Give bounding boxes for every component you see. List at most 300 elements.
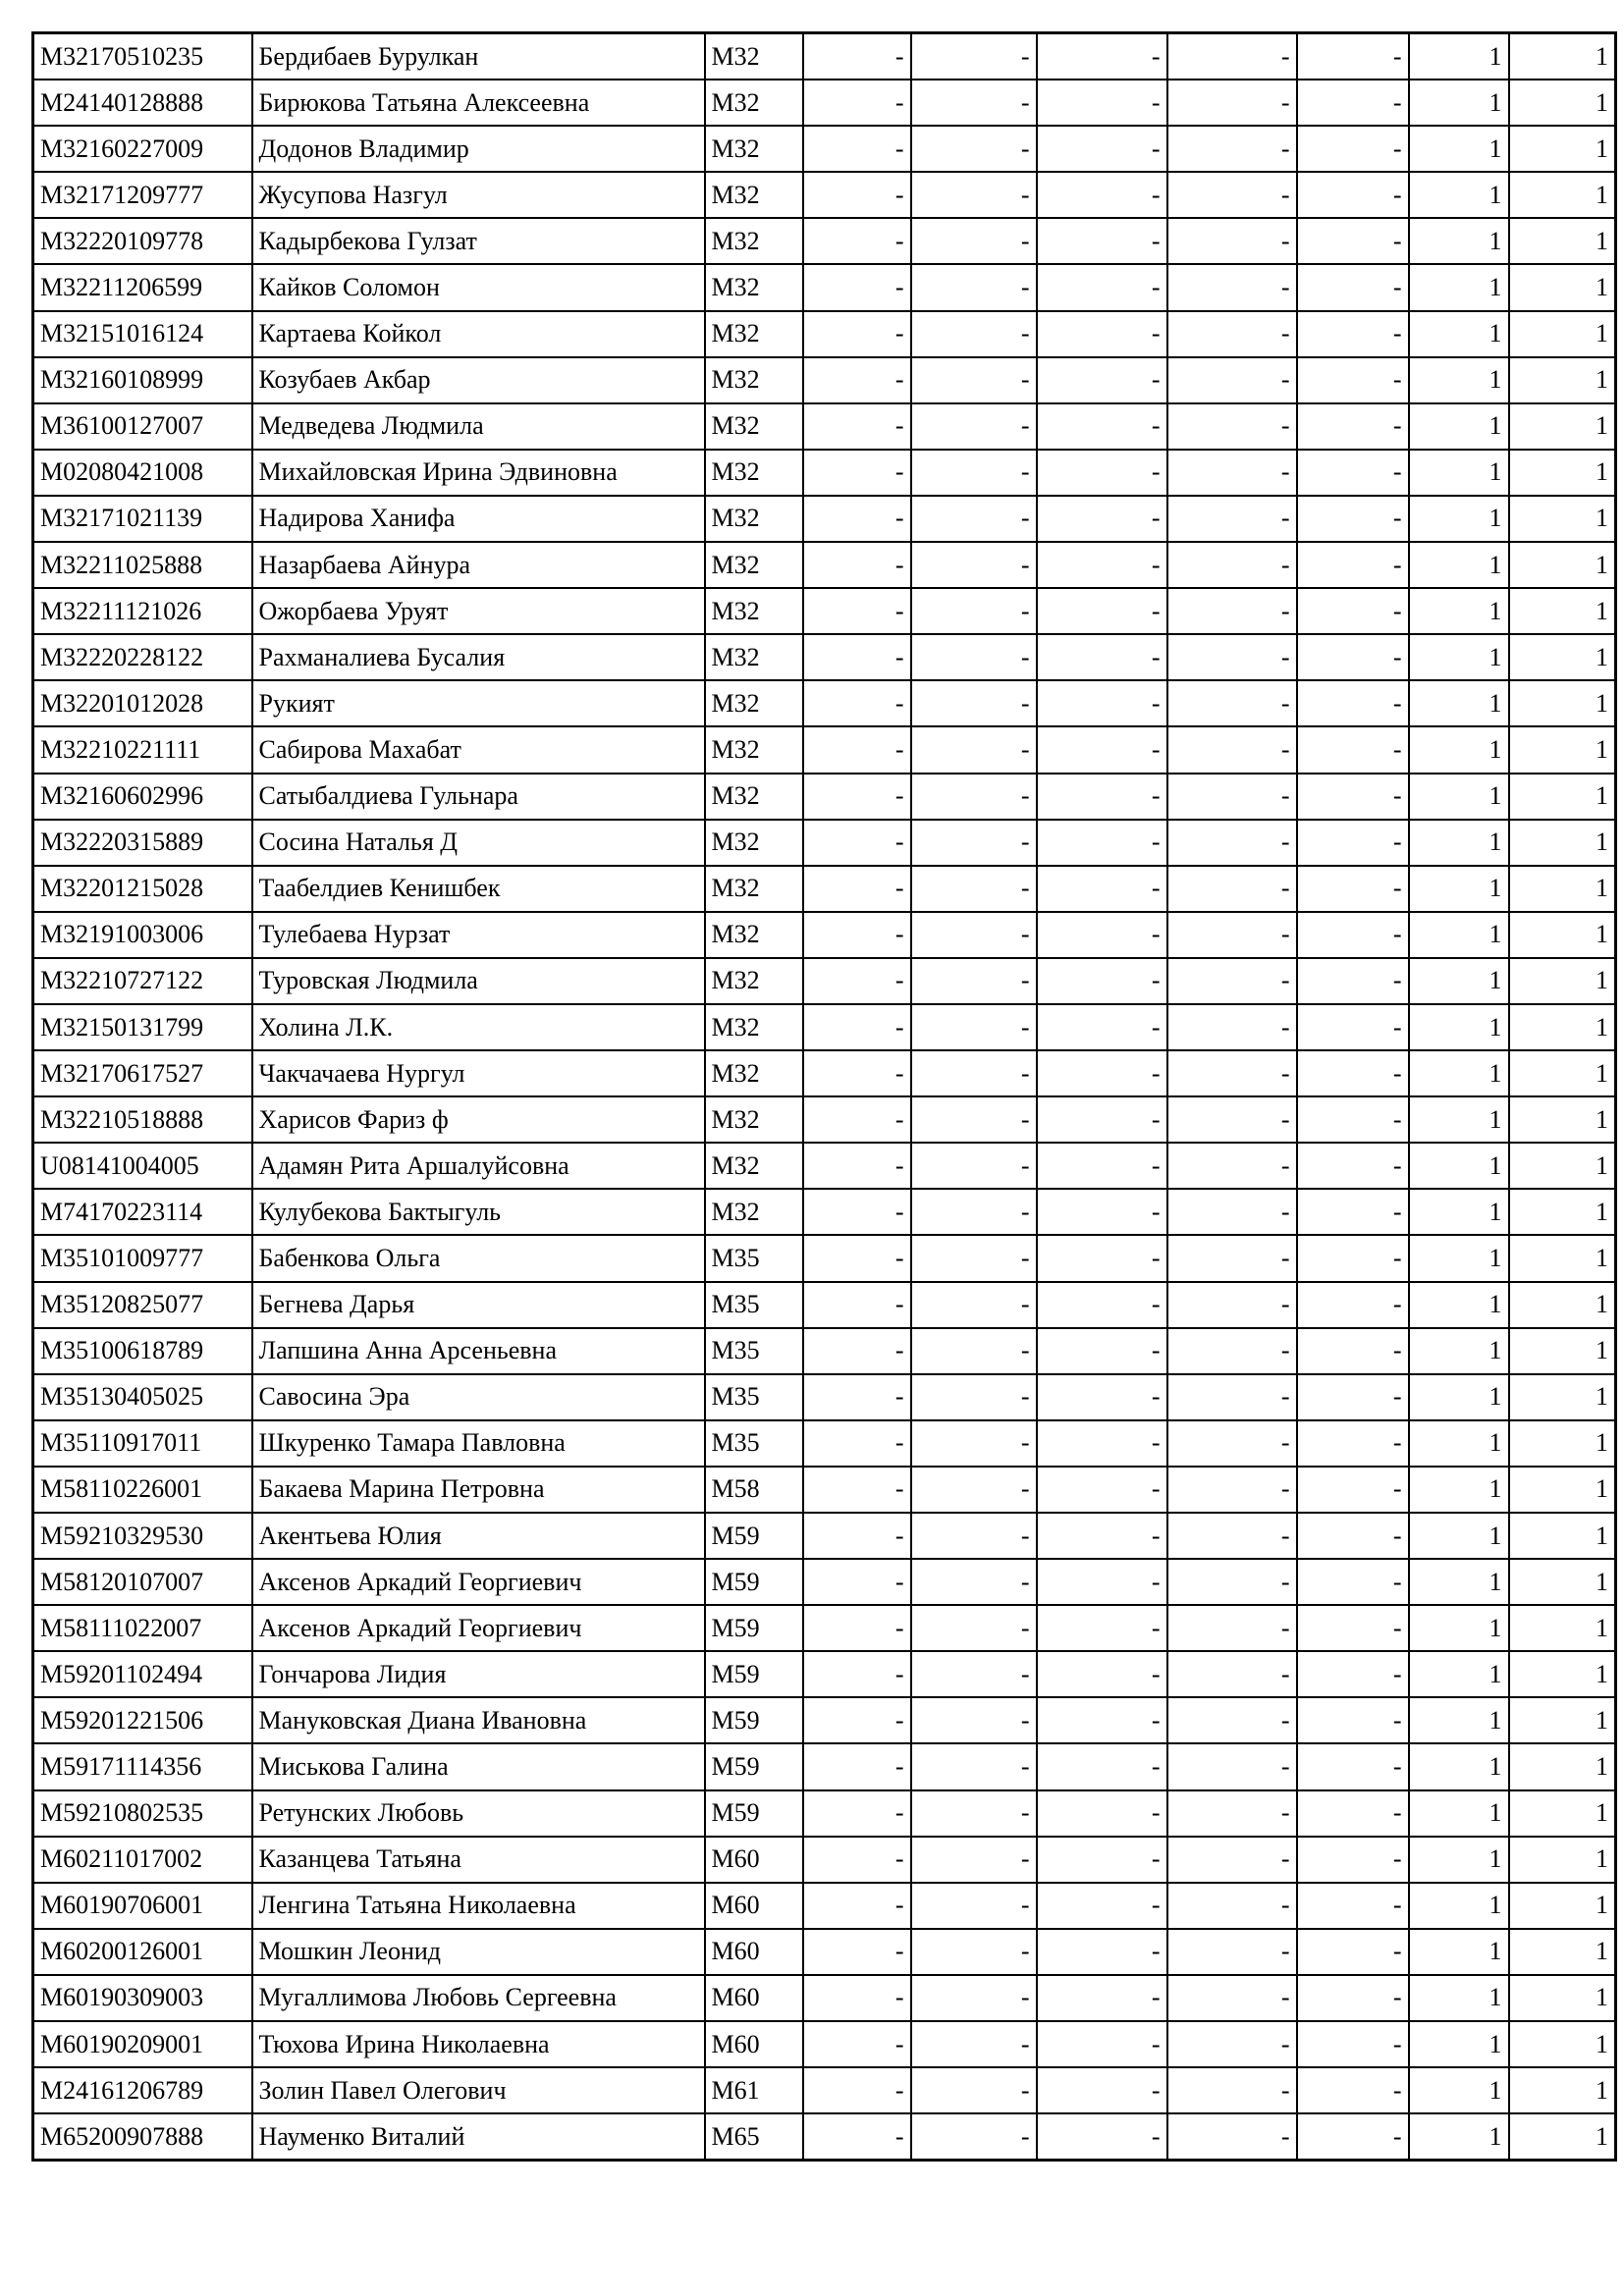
value-cell-4: - [1167, 2067, 1297, 2113]
value-cell-5: - [1297, 1328, 1409, 1374]
count-cell-1: 1 [1409, 726, 1509, 773]
full-name-cell: Адамян Рита Аршалуйсовна [252, 1143, 705, 1189]
value-cell-4: - [1167, 496, 1297, 542]
record-id-cell: M36100127007 [33, 403, 252, 450]
count-cell-1: 1 [1409, 1975, 1509, 2021]
value-cell-3: - [1037, 588, 1167, 634]
value-cell-2: - [911, 958, 1037, 1004]
table-row [33, 1420, 1616, 1467]
value-cell-5: - [1297, 1790, 1409, 1837]
count-cell-1: 1 [1409, 588, 1509, 634]
value-cell-4: - [1167, 2021, 1297, 2067]
value-cell-1: - [803, 1975, 911, 2021]
value-cell-3: - [1037, 634, 1167, 680]
value-cell-5: - [1297, 1235, 1409, 1281]
count-cell-1: 1 [1409, 450, 1509, 496]
value-cell-3: - [1037, 496, 1167, 542]
record-id-cell: M74170223114 [33, 1189, 252, 1235]
value-cell-3: - [1037, 357, 1167, 403]
value-cell-2: - [911, 2021, 1037, 2067]
value-cell-1: - [803, 172, 911, 218]
value-cell-1: - [803, 1743, 911, 1789]
value-cell-5: - [1297, 1743, 1409, 1789]
value-cell-4: - [1167, 1143, 1297, 1189]
value-cell-5: - [1297, 1975, 1409, 2021]
record-id-cell: M32191003006 [33, 912, 252, 958]
table-row [33, 1837, 1616, 1883]
count-cell-2: 1 [1509, 1282, 1616, 1328]
group-code-cell: M32 [705, 357, 803, 403]
count-cell-2: 1 [1509, 450, 1616, 496]
count-cell-1: 1 [1409, 1050, 1509, 1096]
value-cell-2: - [911, 588, 1037, 634]
value-cell-5: - [1297, 1837, 1409, 1883]
count-cell-2: 1 [1509, 1374, 1616, 1420]
record-id-cell: M35120825077 [33, 1282, 252, 1328]
group-code-cell: M32 [705, 912, 803, 958]
table-row [33, 1143, 1616, 1189]
registry-table [31, 31, 1617, 2162]
full-name-cell: Бердибаев Бурулкан [252, 33, 705, 80]
value-cell-5: - [1297, 2021, 1409, 2067]
count-cell-1: 1 [1409, 311, 1509, 357]
table-row [33, 866, 1616, 912]
full-name-cell: Харисов Фариз ф [252, 1096, 705, 1143]
value-cell-4: - [1167, 820, 1297, 866]
table-row [33, 357, 1616, 403]
value-cell-4: - [1167, 1282, 1297, 1328]
record-id-cell: M32160108999 [33, 357, 252, 403]
full-name-cell: Чакчачаева Нургул [252, 1050, 705, 1096]
value-cell-1: - [803, 1143, 911, 1189]
count-cell-1: 1 [1409, 80, 1509, 126]
record-id-cell: M65200907888 [33, 2113, 252, 2161]
count-cell-1: 1 [1409, 820, 1509, 866]
value-cell-2: - [911, 1743, 1037, 1789]
value-cell-3: - [1037, 264, 1167, 310]
group-code-cell: M59 [705, 1513, 803, 1559]
group-code-cell: M32 [705, 958, 803, 1004]
group-code-cell: M59 [705, 1790, 803, 1837]
count-cell-2: 1 [1509, 1420, 1616, 1467]
value-cell-2: - [911, 1513, 1037, 1559]
registry-body [33, 33, 1616, 2161]
full-name-cell: Аксенов Аркадий Георгиевич [252, 1559, 705, 1605]
table-row [33, 1743, 1616, 1789]
record-id-cell: M58110226001 [33, 1467, 252, 1513]
value-cell-3: - [1037, 1790, 1167, 1837]
table-row [33, 1189, 1616, 1235]
value-cell-4: - [1167, 264, 1297, 310]
value-cell-1: - [803, 1328, 911, 1374]
value-cell-4: - [1167, 1374, 1297, 1420]
table-row [33, 80, 1616, 126]
value-cell-3: - [1037, 820, 1167, 866]
value-cell-3: - [1037, 450, 1167, 496]
value-cell-2: - [911, 218, 1037, 264]
value-cell-4: - [1167, 1050, 1297, 1096]
group-code-cell: M32 [705, 820, 803, 866]
full-name-cell: Лапшина Анна Арсеньевна [252, 1328, 705, 1374]
count-cell-2: 1 [1509, 2021, 1616, 2067]
count-cell-1: 1 [1409, 1189, 1509, 1235]
value-cell-2: - [911, 542, 1037, 588]
value-cell-5: - [1297, 357, 1409, 403]
value-cell-1: - [803, 1883, 911, 1929]
value-cell-3: - [1037, 1697, 1167, 1743]
value-cell-3: - [1037, 866, 1167, 912]
value-cell-1: - [803, 634, 911, 680]
record-id-cell: M60190209001 [33, 2021, 252, 2067]
value-cell-2: - [911, 1883, 1037, 1929]
group-code-cell: M32 [705, 866, 803, 912]
count-cell-1: 1 [1409, 1883, 1509, 1929]
group-code-cell: M60 [705, 1883, 803, 1929]
value-cell-4: - [1167, 1467, 1297, 1513]
full-name-cell: Ретунских Любовь [252, 1790, 705, 1837]
table-row [33, 774, 1616, 820]
value-cell-3: - [1037, 680, 1167, 726]
value-cell-2: - [911, 634, 1037, 680]
table-row [33, 1651, 1616, 1697]
value-cell-5: - [1297, 126, 1409, 172]
group-code-cell: M32 [705, 496, 803, 542]
table-row [33, 496, 1616, 542]
value-cell-4: - [1167, 1605, 1297, 1651]
count-cell-2: 1 [1509, 357, 1616, 403]
value-cell-4: - [1167, 126, 1297, 172]
count-cell-2: 1 [1509, 1651, 1616, 1697]
value-cell-2: - [911, 1328, 1037, 1374]
full-name-cell: Акентьева Юлия [252, 1513, 705, 1559]
group-code-cell: M35 [705, 1374, 803, 1420]
table-row [33, 311, 1616, 357]
value-cell-5: - [1297, 588, 1409, 634]
record-id-cell: M59201221506 [33, 1697, 252, 1743]
count-cell-2: 1 [1509, 1328, 1616, 1374]
table-row [33, 264, 1616, 310]
value-cell-4: - [1167, 1929, 1297, 1975]
table-row [33, 1605, 1616, 1651]
count-cell-1: 1 [1409, 1467, 1509, 1513]
table-row [33, 172, 1616, 218]
value-cell-3: - [1037, 1096, 1167, 1143]
value-cell-3: - [1037, 2021, 1167, 2067]
count-cell-2: 1 [1509, 680, 1616, 726]
value-cell-1: - [803, 126, 911, 172]
record-id-cell: M24140128888 [33, 80, 252, 126]
value-cell-1: - [803, 866, 911, 912]
value-cell-2: - [911, 820, 1037, 866]
count-cell-1: 1 [1409, 1697, 1509, 1743]
count-cell-1: 1 [1409, 1651, 1509, 1697]
group-code-cell: M65 [705, 2113, 803, 2161]
record-id-cell: M60211017002 [33, 1837, 252, 1883]
value-cell-3: - [1037, 1189, 1167, 1235]
value-cell-1: - [803, 726, 911, 773]
record-id-cell: M32160602996 [33, 774, 252, 820]
value-cell-5: - [1297, 1605, 1409, 1651]
value-cell-2: - [911, 1374, 1037, 1420]
full-name-cell: Козубаев Акбар [252, 357, 705, 403]
value-cell-3: - [1037, 1467, 1167, 1513]
table-row [33, 1559, 1616, 1605]
count-cell-1: 1 [1409, 958, 1509, 1004]
table-row [33, 1697, 1616, 1743]
count-cell-1: 1 [1409, 496, 1509, 542]
value-cell-4: - [1167, 1420, 1297, 1467]
record-id-cell: M32201215028 [33, 866, 252, 912]
value-cell-2: - [911, 912, 1037, 958]
value-cell-4: - [1167, 33, 1297, 80]
value-cell-1: - [803, 2067, 911, 2113]
table-row [33, 634, 1616, 680]
count-cell-2: 1 [1509, 958, 1616, 1004]
count-cell-2: 1 [1509, 403, 1616, 450]
value-cell-3: - [1037, 126, 1167, 172]
group-code-cell: M32 [705, 634, 803, 680]
record-id-cell: M35101009777 [33, 1235, 252, 1281]
full-name-cell: Жусупова Назгул [252, 172, 705, 218]
table-row [33, 403, 1616, 450]
value-cell-3: - [1037, 311, 1167, 357]
table-row [33, 1004, 1616, 1050]
count-cell-1: 1 [1409, 2067, 1509, 2113]
value-cell-2: - [911, 357, 1037, 403]
value-cell-2: - [911, 264, 1037, 310]
record-id-cell: M32211206599 [33, 264, 252, 310]
value-cell-1: - [803, 1374, 911, 1420]
value-cell-4: - [1167, 1837, 1297, 1883]
value-cell-1: - [803, 450, 911, 496]
value-cell-1: - [803, 2113, 911, 2161]
value-cell-4: - [1167, 680, 1297, 726]
count-cell-2: 1 [1509, 1697, 1616, 1743]
record-id-cell: M60190309003 [33, 1975, 252, 2021]
count-cell-2: 1 [1509, 264, 1616, 310]
value-cell-3: - [1037, 1050, 1167, 1096]
value-cell-2: - [911, 1559, 1037, 1605]
count-cell-2: 1 [1509, 1790, 1616, 1837]
table-row [33, 126, 1616, 172]
record-id-cell: M59171114356 [33, 1743, 252, 1789]
value-cell-1: - [803, 218, 911, 264]
value-cell-5: - [1297, 1004, 1409, 1050]
full-name-cell: Бирюкова Татьяна Алексеевна [252, 80, 705, 126]
group-code-cell: M59 [705, 1651, 803, 1697]
value-cell-2: - [911, 866, 1037, 912]
value-cell-1: - [803, 1420, 911, 1467]
value-cell-2: - [911, 450, 1037, 496]
table-row [33, 1975, 1616, 2021]
table-row [33, 2021, 1616, 2067]
table-row [33, 912, 1616, 958]
value-cell-5: - [1297, 1883, 1409, 1929]
group-code-cell: M32 [705, 172, 803, 218]
count-cell-2: 1 [1509, 588, 1616, 634]
table-row [33, 1790, 1616, 1837]
record-id-cell: M32170617527 [33, 1050, 252, 1096]
table-row [33, 218, 1616, 264]
table-row [33, 820, 1616, 866]
value-cell-1: - [803, 1467, 911, 1513]
count-cell-2: 1 [1509, 1605, 1616, 1651]
value-cell-4: - [1167, 218, 1297, 264]
full-name-cell: Сатыбалдиева Гульнара [252, 774, 705, 820]
value-cell-5: - [1297, 1697, 1409, 1743]
full-name-cell: Савосина Эра [252, 1374, 705, 1420]
record-id-cell: M32171209777 [33, 172, 252, 218]
value-cell-1: - [803, 820, 911, 866]
value-cell-1: - [803, 1096, 911, 1143]
table-row [33, 1235, 1616, 1281]
value-cell-3: - [1037, 1883, 1167, 1929]
value-cell-5: - [1297, 172, 1409, 218]
value-cell-1: - [803, 958, 911, 1004]
count-cell-1: 1 [1409, 126, 1509, 172]
full-name-cell: Кайков Соломон [252, 264, 705, 310]
value-cell-5: - [1297, 2113, 1409, 2161]
count-cell-1: 1 [1409, 33, 1509, 80]
table-row [33, 1467, 1616, 1513]
count-cell-2: 1 [1509, 634, 1616, 680]
value-cell-4: - [1167, 1096, 1297, 1143]
value-cell-5: - [1297, 1189, 1409, 1235]
group-code-cell: M61 [705, 2067, 803, 2113]
table-row [33, 1929, 1616, 1975]
count-cell-2: 1 [1509, 172, 1616, 218]
record-id-cell: M24161206789 [33, 2067, 252, 2113]
table-row [33, 726, 1616, 773]
value-cell-5: - [1297, 1513, 1409, 1559]
group-code-cell: M35 [705, 1420, 803, 1467]
record-id-cell: M59201102494 [33, 1651, 252, 1697]
count-cell-1: 1 [1409, 1743, 1509, 1789]
count-cell-2: 1 [1509, 1883, 1616, 1929]
count-cell-1: 1 [1409, 1790, 1509, 1837]
group-code-cell: M35 [705, 1235, 803, 1281]
value-cell-5: - [1297, 1929, 1409, 1975]
full-name-cell: Гончарова Лидия [252, 1651, 705, 1697]
value-cell-4: - [1167, 1697, 1297, 1743]
value-cell-4: - [1167, 1235, 1297, 1281]
full-name-cell: Казанцева Татьяна [252, 1837, 705, 1883]
value-cell-5: - [1297, 1143, 1409, 1189]
full-name-cell: Золин Павел Олегович [252, 2067, 705, 2113]
count-cell-2: 1 [1509, 1004, 1616, 1050]
value-cell-3: - [1037, 542, 1167, 588]
record-id-cell: M32150131799 [33, 1004, 252, 1050]
full-name-cell: Мошкин Леонид [252, 1929, 705, 1975]
group-code-cell: M32 [705, 126, 803, 172]
full-name-cell: Ожорбаева Уруят [252, 588, 705, 634]
record-id-cell: M32220315889 [33, 820, 252, 866]
value-cell-5: - [1297, 80, 1409, 126]
record-id-cell: M32170510235 [33, 33, 252, 80]
count-cell-2: 1 [1509, 1235, 1616, 1281]
group-code-cell: M59 [705, 1605, 803, 1651]
value-cell-1: - [803, 1559, 911, 1605]
value-cell-5: - [1297, 680, 1409, 726]
full-name-cell: Мануковская Диана Ивановна [252, 1697, 705, 1743]
value-cell-3: - [1037, 726, 1167, 773]
table-row [33, 1050, 1616, 1096]
value-cell-2: - [911, 1004, 1037, 1050]
value-cell-2: - [911, 1975, 1037, 2021]
value-cell-2: - [911, 403, 1037, 450]
value-cell-2: - [911, 1929, 1037, 1975]
value-cell-1: - [803, 588, 911, 634]
value-cell-1: - [803, 680, 911, 726]
value-cell-1: - [803, 1929, 911, 1975]
group-code-cell: M32 [705, 1004, 803, 1050]
record-id-cell: M32210727122 [33, 958, 252, 1004]
count-cell-2: 1 [1509, 1837, 1616, 1883]
value-cell-4: - [1167, 1651, 1297, 1697]
full-name-cell: Надирова Ханифа [252, 496, 705, 542]
count-cell-1: 1 [1409, 218, 1509, 264]
full-name-cell: Сабирова Махабат [252, 726, 705, 773]
value-cell-4: - [1167, 1559, 1297, 1605]
value-cell-2: - [911, 172, 1037, 218]
count-cell-1: 1 [1409, 1143, 1509, 1189]
value-cell-3: - [1037, 1513, 1167, 1559]
record-id-cell: M32210221111 [33, 726, 252, 773]
value-cell-4: - [1167, 172, 1297, 218]
value-cell-5: - [1297, 403, 1409, 450]
full-name-cell: Додонов Владимир [252, 126, 705, 172]
count-cell-1: 1 [1409, 1235, 1509, 1281]
value-cell-5: - [1297, 496, 1409, 542]
count-cell-1: 1 [1409, 1004, 1509, 1050]
value-cell-4: - [1167, 542, 1297, 588]
count-cell-1: 1 [1409, 1605, 1509, 1651]
count-cell-2: 1 [1509, 496, 1616, 542]
group-code-cell: M32 [705, 33, 803, 80]
value-cell-5: - [1297, 1050, 1409, 1096]
value-cell-3: - [1037, 1651, 1167, 1697]
value-cell-1: - [803, 496, 911, 542]
value-cell-3: - [1037, 1374, 1167, 1420]
group-code-cell: M32 [705, 264, 803, 310]
record-id-cell: M32201012028 [33, 680, 252, 726]
value-cell-2: - [911, 1605, 1037, 1651]
table-row [33, 1883, 1616, 1929]
table-row [33, 450, 1616, 496]
table-row [33, 1096, 1616, 1143]
value-cell-2: - [911, 496, 1037, 542]
value-cell-4: - [1167, 1743, 1297, 1789]
value-cell-5: - [1297, 450, 1409, 496]
group-code-cell: M32 [705, 680, 803, 726]
count-cell-1: 1 [1409, 866, 1509, 912]
value-cell-2: - [911, 774, 1037, 820]
count-cell-2: 1 [1509, 726, 1616, 773]
group-code-cell: M59 [705, 1697, 803, 1743]
value-cell-1: - [803, 1837, 911, 1883]
count-cell-1: 1 [1409, 172, 1509, 218]
value-cell-1: - [803, 1004, 911, 1050]
value-cell-2: - [911, 1096, 1037, 1143]
group-code-cell: M60 [705, 2021, 803, 2067]
full-name-cell: Таабелдиев Кенишбек [252, 866, 705, 912]
value-cell-3: - [1037, 1975, 1167, 2021]
value-cell-3: - [1037, 1743, 1167, 1789]
record-id-cell: M32211121026 [33, 588, 252, 634]
record-id-cell: M32160227009 [33, 126, 252, 172]
value-cell-4: - [1167, 912, 1297, 958]
group-code-cell: M35 [705, 1282, 803, 1328]
